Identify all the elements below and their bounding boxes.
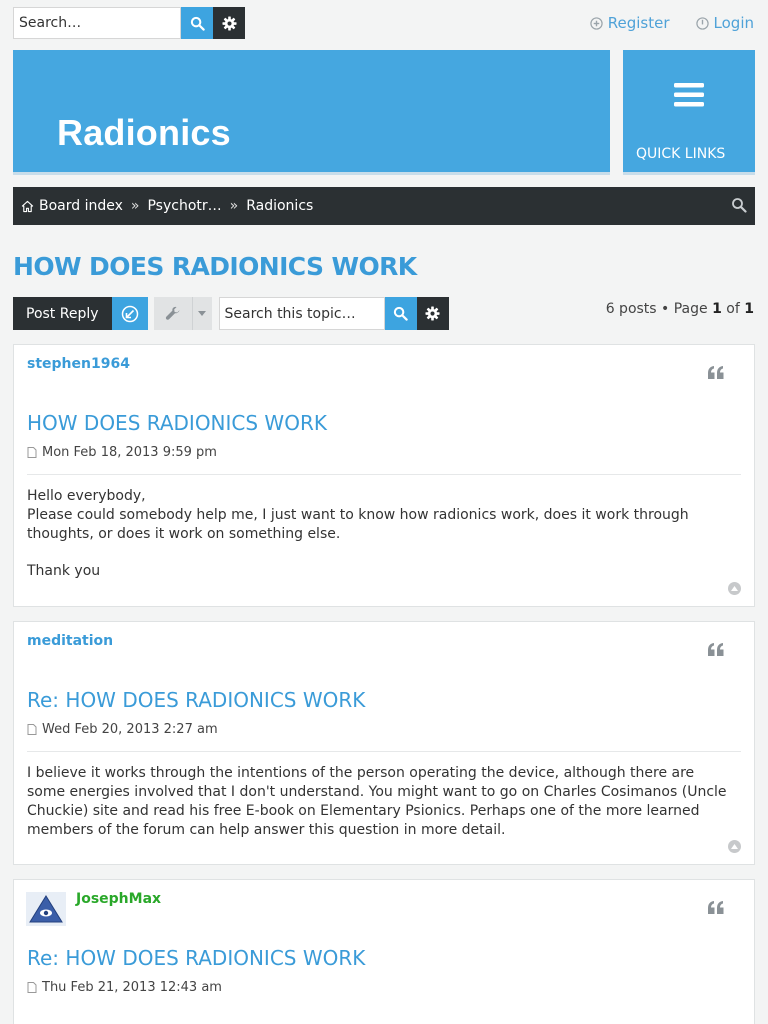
- topic-search-options-button[interactable]: [417, 297, 449, 330]
- search-input[interactable]: [13, 7, 181, 39]
- register-link[interactable]: [590, 14, 670, 32]
- site-title[interactable]: Radionics: [57, 112, 231, 153]
- wrench-icon: [165, 306, 181, 322]
- post-icon: [27, 982, 37, 993]
- reply-arrow-icon: [121, 305, 139, 323]
- arrow-up-icon: [731, 586, 738, 591]
- breadcrumb-separator: »: [229, 198, 239, 214]
- avatar[interactable]: [26, 892, 66, 926]
- quick-links-label: QUICK LINKS: [636, 146, 726, 162]
- quote-icon: [708, 366, 724, 379]
- search-button[interactable]: [181, 7, 213, 39]
- breadcrumb-forum[interactable]: Psychotr…: [147, 198, 222, 214]
- back-to-top-button[interactable]: [728, 582, 741, 595]
- user-links: [590, 14, 754, 32]
- power-icon: [696, 17, 709, 30]
- caret-down-icon: [198, 311, 206, 316]
- hamburger-icon: [674, 83, 704, 107]
- post-reply-label: Post Reply: [26, 305, 99, 322]
- post-meta: [27, 445, 217, 460]
- post-text: Thank you: [27, 563, 101, 579]
- post-text: Hello everybody,: [27, 488, 146, 504]
- login-label: Login: [713, 14, 754, 32]
- post: [13, 344, 755, 607]
- quote-icon: [708, 643, 724, 656]
- total-pages: 1: [744, 301, 754, 317]
- pagination-of: of: [721, 301, 745, 317]
- post-title[interactable]: Re: HOW DOES RADIONICS WORK: [27, 688, 366, 712]
- breadcrumb: [13, 187, 755, 225]
- quote-icon: [708, 901, 724, 914]
- back-to-top-button[interactable]: [728, 840, 741, 853]
- search-icon: [190, 16, 205, 31]
- breadcrumb-board-index[interactable]: Board index: [39, 198, 123, 214]
- post-divider: [27, 751, 741, 752]
- nav-search-button[interactable]: [731, 197, 747, 217]
- quote-button[interactable]: [708, 364, 724, 383]
- post-author[interactable]: stephen1964: [27, 356, 130, 372]
- post-author[interactable]: JosephMax: [76, 891, 162, 907]
- topic-search-input[interactable]: [219, 297, 385, 330]
- breadcrumb-subforum[interactable]: Radionics: [246, 198, 314, 214]
- quote-button[interactable]: [708, 899, 724, 918]
- quote-button[interactable]: [708, 641, 724, 660]
- reply-icon-button[interactable]: [112, 297, 148, 330]
- post-icon: [27, 724, 37, 735]
- topic-actions: [13, 297, 449, 330]
- home-icon: [21, 200, 34, 213]
- post-divider: [27, 474, 741, 475]
- advanced-search-button[interactable]: [213, 7, 245, 39]
- pyramid-eye-icon: [28, 894, 64, 924]
- pagination-prefix: 6 posts • Page: [605, 301, 713, 317]
- post: [13, 621, 755, 865]
- gear-icon: [425, 306, 440, 321]
- pagination: [606, 301, 754, 317]
- post-text: Please could somebody help me, I just want to know how radionics work, does it work through thoughts, or does it work on something else.: [27, 507, 689, 542]
- search-icon: [731, 197, 747, 213]
- post-meta: [27, 722, 218, 737]
- post-author[interactable]: meditation: [27, 633, 114, 649]
- login-link[interactable]: [696, 14, 754, 32]
- arrow-up-icon: [731, 844, 738, 849]
- register-icon: [590, 17, 603, 30]
- post-content: [27, 764, 736, 840]
- post-date: Thu Feb 21, 2013 12:43 am: [42, 980, 222, 995]
- post: [13, 879, 755, 1024]
- topic-search-button[interactable]: [385, 297, 417, 330]
- post-reply-button[interactable]: [13, 297, 112, 330]
- current-page: 1: [712, 301, 722, 317]
- page-title[interactable]: HOW DOES RADIONICS WORK: [13, 252, 417, 281]
- quick-links-button[interactable]: [623, 50, 755, 175]
- post-title[interactable]: Re: HOW DOES RADIONICS WORK: [27, 946, 366, 970]
- post-meta: [27, 980, 222, 995]
- register-label: Register: [607, 14, 670, 32]
- topic-tools-button[interactable]: [154, 297, 212, 330]
- post-date: Mon Feb 18, 2013 9:59 pm: [42, 445, 217, 460]
- post-content: [27, 487, 736, 581]
- post-text: I believe it works through the intentions of the person operating the device, although there are some energies involved that I don't understand. You might want to go on Charles Cosimanos (Uncle Chuckie) site and read his free E-book on Elementary Psionics. Perhaps one of the more learned members of the forum can help answer this question in more detail.: [27, 765, 727, 838]
- breadcrumb-separator: »: [130, 198, 140, 214]
- header-search-bar: [13, 7, 245, 39]
- gear-icon: [222, 16, 237, 31]
- post-date: Wed Feb 20, 2013 2:27 am: [42, 722, 218, 737]
- site-banner: [13, 50, 610, 175]
- search-icon: [393, 306, 408, 321]
- post-title[interactable]: HOW DOES RADIONICS WORK: [27, 411, 327, 435]
- post-icon: [27, 447, 37, 458]
